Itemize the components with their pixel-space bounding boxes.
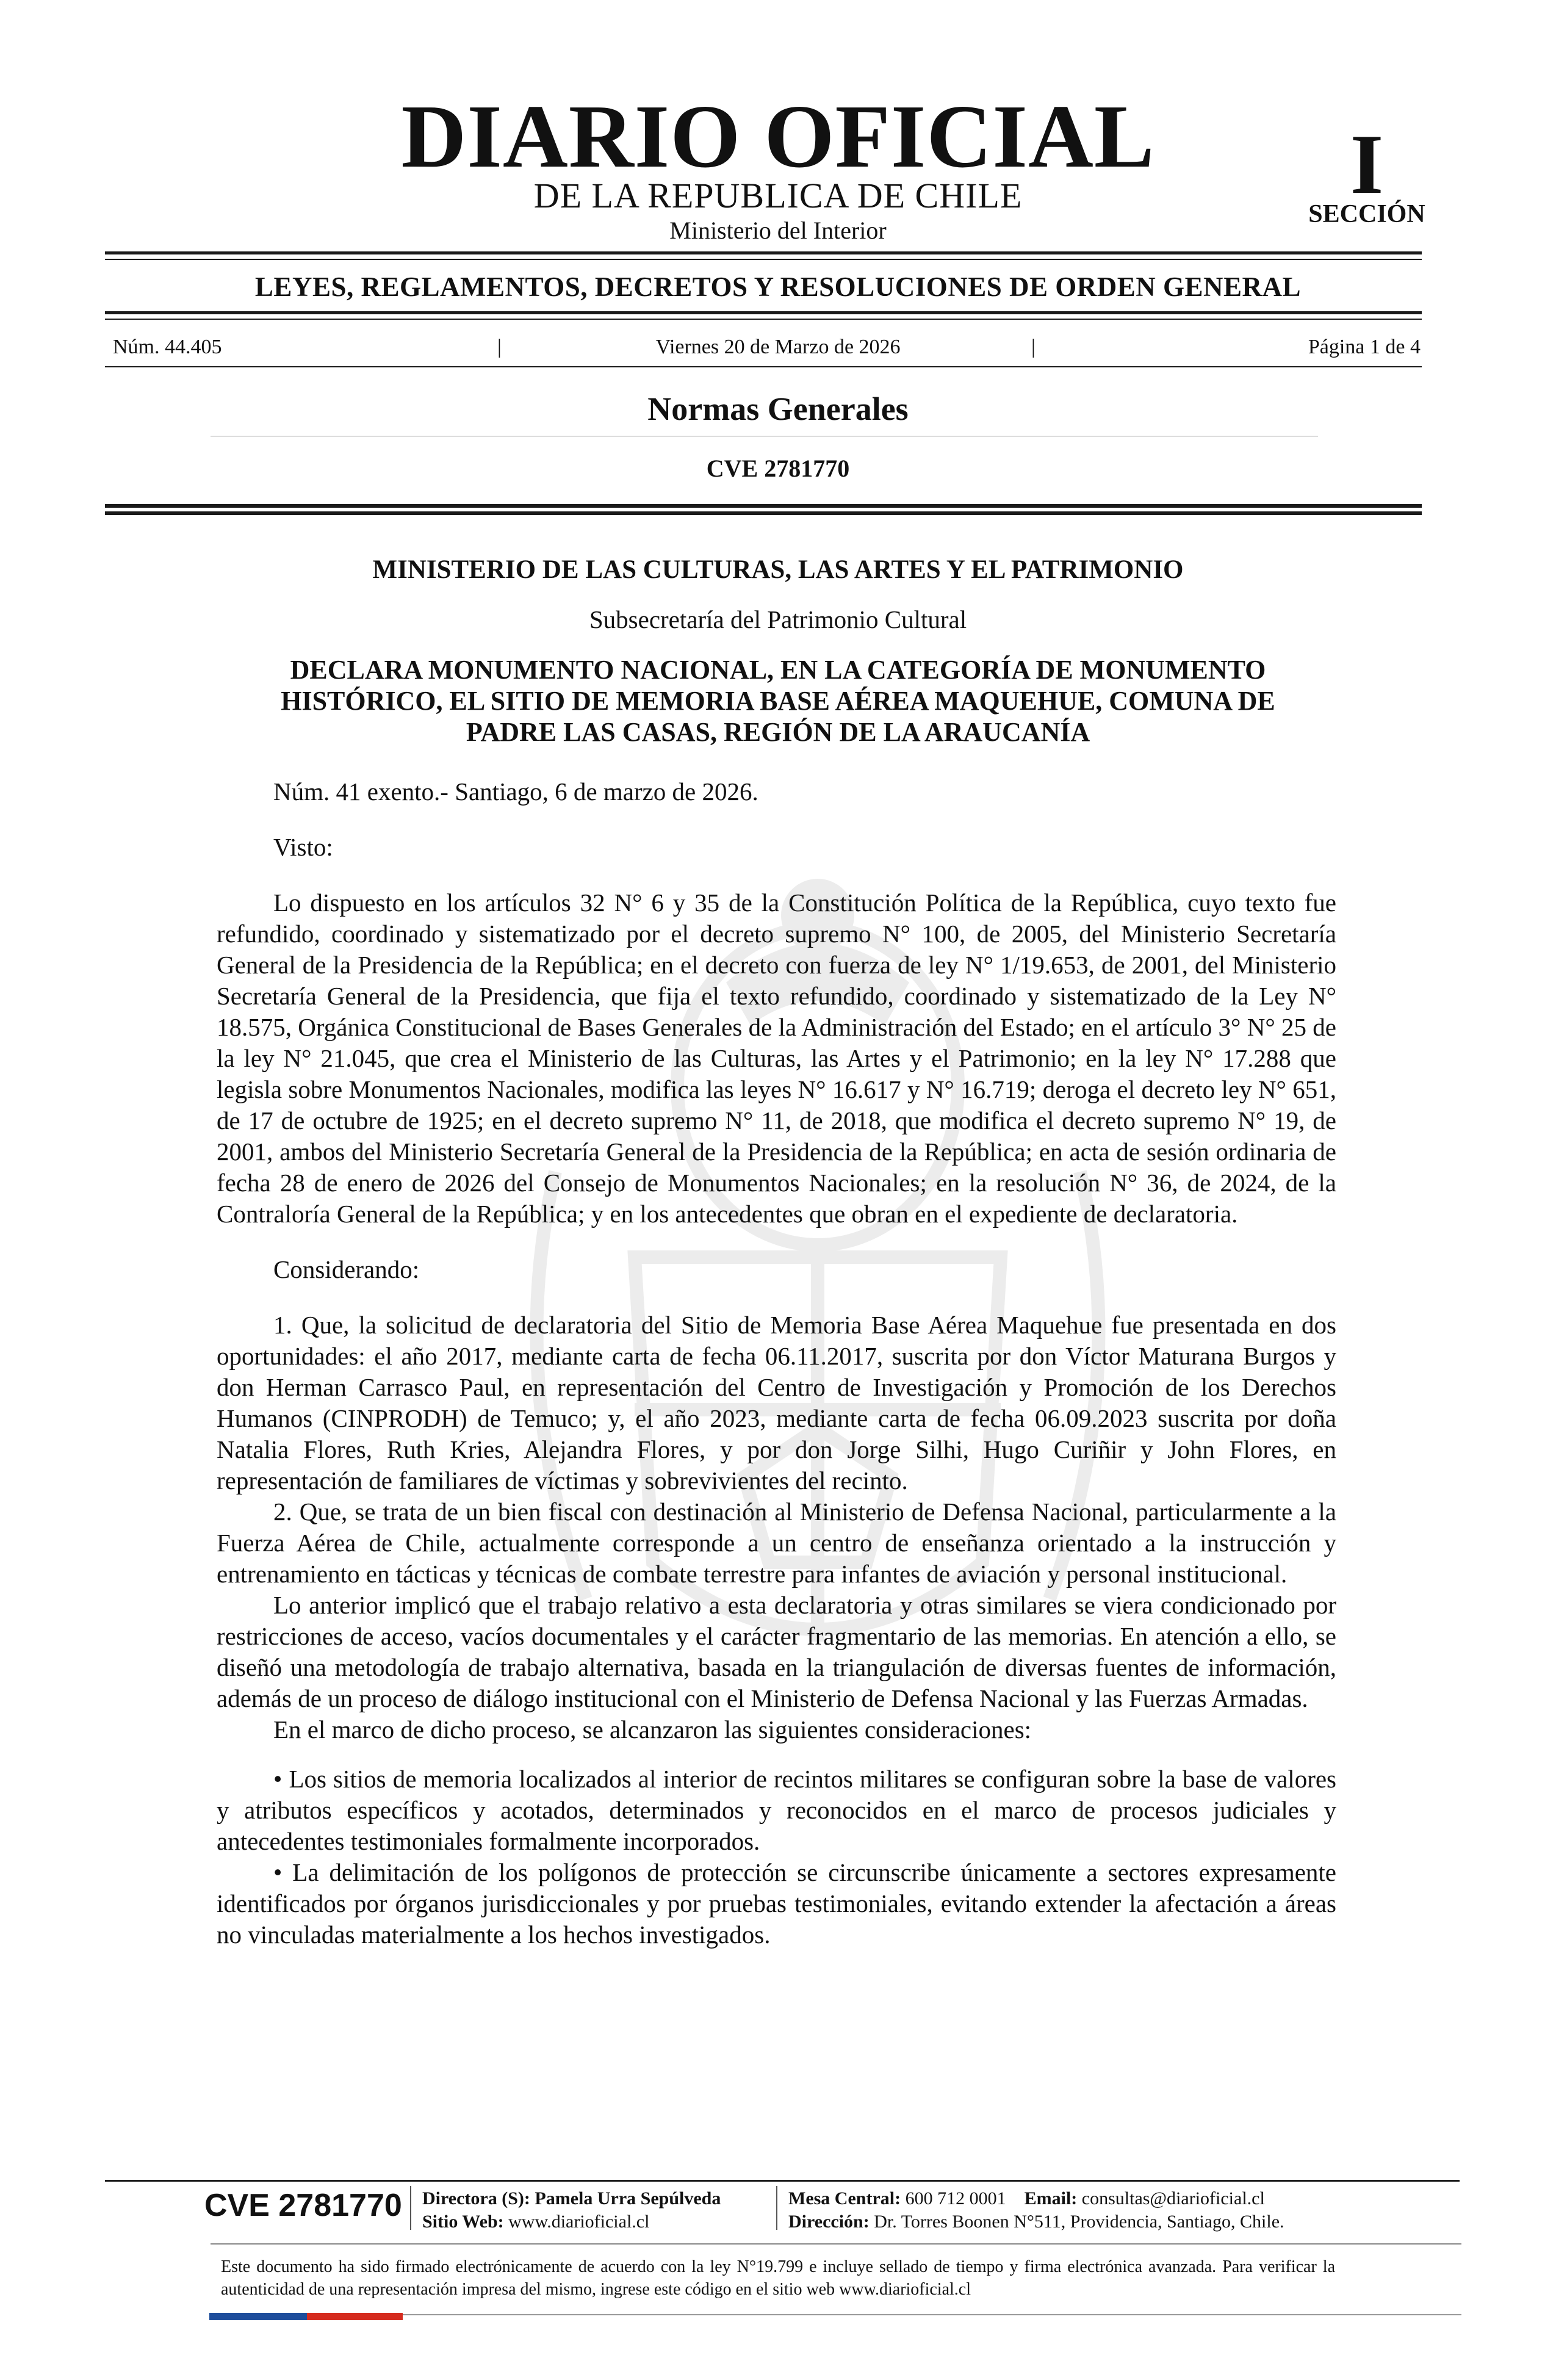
considerando-paragraph: Lo anterior implicó que el trabajo relativo a esta declaratoria y otras similares se viera condicionado por restricciones de acceso, vacíos documentales y el carácter fragmentario de las memorias. En atención a ello, se diseñó una metodología de trabajo alternativa, basada en la triangulación de diversas fuentes de información, además de un proceso de diálogo institucional con el Ministerio de Defensa Nacional y las Fuerzas Armadas. (217, 1591, 1336, 1712)
issue-date: Viernes 20 de Marzo de 2026 (655, 336, 901, 358)
issue-separator: | (497, 336, 502, 358)
footer-address (788, 2210, 1284, 2234)
footer-website (422, 2210, 721, 2234)
issuing-ministry: MINISTERIO DE LAS CULTURAS, LAS ARTES Y EL PATRIMONIO (372, 555, 1184, 584)
decree-title (214, 654, 1342, 748)
header-rule-bottom (105, 511, 1422, 515)
considerando-label: Considerando: (273, 1255, 420, 1283)
laws-heading: LEYES, REGLAMENTOS, DECRETOS Y RESOLUCIONES DE ORDEN GENERAL (254, 272, 1302, 302)
visto-label: Visto: (273, 833, 333, 861)
decree-number-line: Núm. 41 exento.- Santiago, 6 de marzo de 2026. (273, 777, 758, 806)
footer-contact-left (422, 2187, 721, 2234)
laws-rule-top (105, 311, 1422, 314)
footer-divider (410, 2186, 411, 2230)
footer-phone-label: Mesa Central: (788, 2188, 901, 2209)
considerando-paragraph: 1. Que, la solicitud de declaratoria del Sitio de Memoria Base Aérea Maquehue fue presentada en dos oportunidades: el año 2017, mediante carta de fecha 06.11.2017, suscrita por don Víctor Maturana Burgos y don Herman Carrasco Paul, en representación del Centro de Investigación y Promoción de los Derechos Humanos (CINPRODH) de Temuco; y, el año 2023, mediante carta de fecha 06.09.2023 suscrita por doña Natalia Flores, Ruth Kries, Alejandra Flores, y por don Jorge Silhi, Hugo Curiñir y John Flores, en representación de familiares de víctimas y sobrevivientes del recinto. (217, 1311, 1336, 1495)
footer-director (422, 2187, 721, 2210)
footer-address-value: Dr. Torres Boonen N°511, Providencia, Santiago, Chile. (874, 2212, 1284, 2232)
bullet-item: • Los sitios de memoria localizados al interior de recintos militares se configuran sobre la base de valores y atributos específicos y acotados, determinados y reconocidos en el marco de procesos judiciales y antecedentes testimoniales formalmente incorporados. (217, 1765, 1336, 1855)
footer-cve-code: CVE 2781770 (204, 2188, 402, 2223)
decree-title-line: PADRE LAS CASAS, REGIÓN DE LA ARAUCANÍA (466, 717, 1090, 747)
masthead-title: DIARIO OFICIAL (401, 87, 1155, 187)
header-rule-top (105, 504, 1422, 508)
footer-email-link[interactable]: consultas@diarioficial.cl (1081, 2188, 1265, 2209)
footer-rule-middle (211, 2243, 1461, 2245)
footer-rule-top (105, 2180, 1460, 2182)
footer-signature-note: Este documento ha sido firmado electrónicamente de acuerdo con la ley N°19.799 e incluye sellado de tiempo y firma electrónica avanzada. Para verificar la autenticidad de una representación impresa del mismo, ingrese este código en el sitio web www.diarioficial.cl (221, 2257, 1335, 2299)
footer-phone-value: 600 712 0001 (905, 2188, 1006, 2209)
footer-web-label: Sitio Web: (422, 2212, 504, 2232)
decree-title-line: DECLARA MONUMENTO NACIONAL, EN LA CATEGORÍA DE MONUMENTO (290, 655, 1266, 685)
laws-rule-bottom (105, 319, 1422, 320)
masthead-rule-top (105, 251, 1422, 254)
page-indicator: Página 1 de 4 (1308, 336, 1421, 358)
flag-stripe-blue (209, 2313, 307, 2320)
footer-web-link[interactable]: www.diarioficial.cl (508, 2212, 650, 2232)
footer-phone-email (788, 2187, 1284, 2210)
footer-email-label: Email: (1024, 2188, 1078, 2209)
issue-number: Núm. 44.405 (113, 336, 222, 358)
masthead-subtitle: DE LA REPUBLICA DE CHILE (533, 176, 1023, 215)
subsecretaria: Subsecretaría del Patrimonio Cultural (589, 605, 967, 633)
section-number: I (1350, 117, 1384, 212)
considerando-paragraph: En el marco de dicho proceso, se alcanzaron las siguientes consideraciones: (273, 1715, 1032, 1744)
footer-director-label: Directora (S): (422, 2188, 530, 2209)
info-rule (105, 366, 1422, 367)
visto-paragraph: Lo dispuesto en los artículos 32 N° 6 y 35 de la Constitución Política de la República, cuyo texto fue refundido, coordinado y sistematizado por el decreto supremo N° 100, de 2005, del Ministerio Secretaría General de la Presidencia de la República; en el decreto con fuerza de ley N° 1/19.653, de 2001, del Ministerio Secretaría General de la Presidencia, que fija el texto refundido, coordinado y sistematizado de la Ley N° 18.575, Orgánica Constitucional de Bases Generales de la Administración del Estado; en el artículo 3° N° 25 de la ley N° 21.045, que crea el Ministerio de las Culturas, las Artes y el Patrimonio; en la ley N° 17.288 que legisla sobre Monumentos Nacionales, modifica las leyes N° 16.617 y N° 16.719; deroga el decreto ley N° 651, de 17 de octubre de 1925; en el decreto supremo N° 11, de 2018, que modifica el decreto supremo N° 19, de 2001, ambos del Ministerio Secretaría General de la Presidencia de la República; en acta de sesión ordinaria de fecha 28 de enero de 2026 del Consejo de Monumentos Nacionales; en la resolución N° 36, de 2024, de la Contraloría General de la República; y en los antecedentes que obran en el expediente de declaratoria. (217, 889, 1336, 1228)
section-label: SECCIÓN (1308, 200, 1425, 228)
decree-body (217, 776, 1336, 1950)
flag-stripe-red (307, 2313, 403, 2320)
cve-code: CVE 2781770 (706, 455, 850, 482)
category-heading: Normas Generales (647, 391, 909, 427)
decree-title-line: HISTÓRICO, EL SITIO DE MEMORIA BASE AÉREA MAQUEHUE, COMUNA DE (281, 686, 1275, 716)
category-underline (211, 436, 1318, 437)
footer-contact-right (788, 2187, 1284, 2234)
footer-director-name: Pamela Urra Sepúlveda (535, 2188, 721, 2209)
footer-divider (776, 2186, 777, 2230)
considerando-paragraph: 2. Que, se trata de un bien fiscal con destinación al Ministerio de Defensa Nacional, particularmente a la Fuerza Aérea de Chile, actualmente corresponde a un centro de enseñanza orientado a la instrucción y entrenamiento en tácticas y técnicas de combate terrestre para infantes de aviación y personal institucional. (217, 1498, 1336, 1588)
issue-separator: | (1031, 336, 1036, 358)
masthead-ministry: Ministerio del Interior (669, 217, 887, 244)
bullet-item: • La delimitación de los polígonos de protección se circunscribe únicamente a sectores expresamente identificados por órganos jurisdiccionales y por pruebas testimoniales, evitando extender la afectación a áreas no vinculadas materialmente a los hechos investigados. (217, 1858, 1336, 1949)
footer-address-label: Dirección: (788, 2212, 870, 2232)
masthead-rule-bottom (105, 259, 1422, 260)
